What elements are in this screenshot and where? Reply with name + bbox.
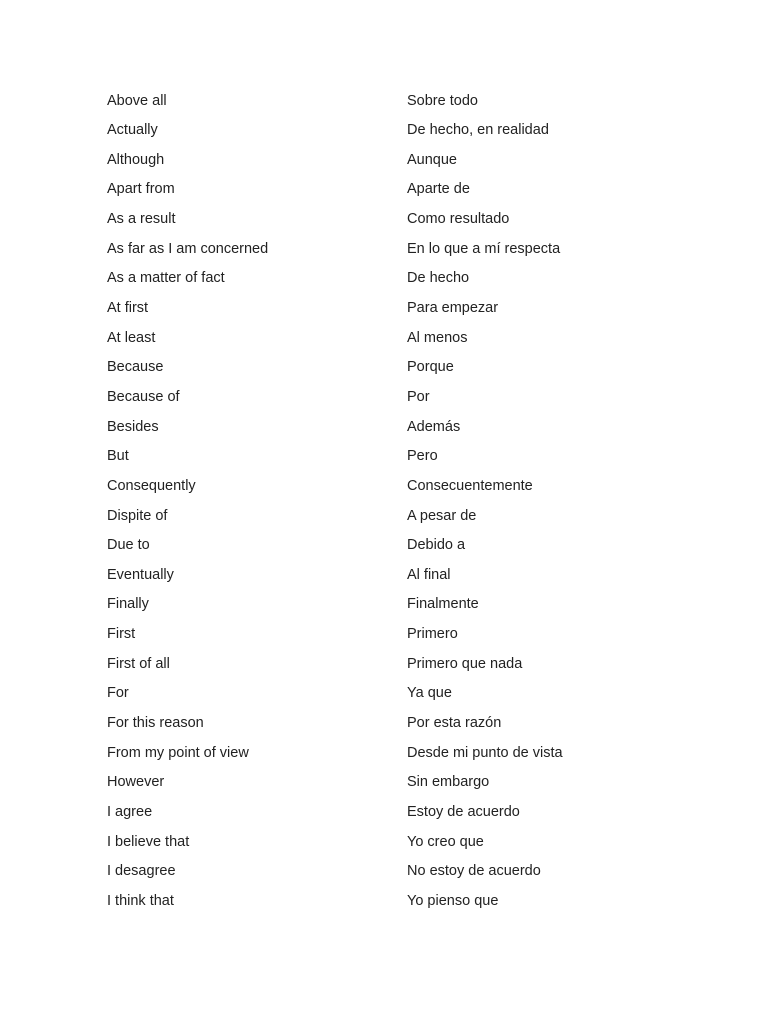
term-spanish: Primero xyxy=(407,626,458,643)
term-english: From my point of view xyxy=(107,744,249,761)
term-english: I agree xyxy=(107,803,153,820)
term-english: Because xyxy=(107,359,164,376)
glossary-row xyxy=(107,738,667,768)
term-spanish: Desde mi punto de vista xyxy=(407,744,563,761)
glossary-table xyxy=(107,86,667,916)
term-spanish: Finalmente xyxy=(407,596,479,613)
term-english: I believe that xyxy=(107,833,190,850)
glossary-row xyxy=(107,590,667,620)
glossary-row xyxy=(107,827,667,857)
term-english: Above all xyxy=(107,92,167,109)
term-english: Besides xyxy=(107,418,159,435)
glossary-row xyxy=(107,620,667,650)
glossary-row xyxy=(107,531,667,561)
term-spanish: Primero que nada xyxy=(407,655,523,672)
glossary-row xyxy=(107,86,667,116)
term-english: But xyxy=(107,448,129,465)
glossary-row xyxy=(107,293,667,323)
glossary-row xyxy=(107,442,667,472)
term-english: Finally xyxy=(107,596,149,613)
glossary-row xyxy=(107,501,667,531)
term-spanish: Al final xyxy=(407,566,451,583)
term-english: At least xyxy=(107,329,156,346)
term-spanish: Debido a xyxy=(407,537,466,554)
glossary-row xyxy=(107,264,667,294)
term-english: As far as I am concerned xyxy=(107,240,269,257)
term-spanish: Como resultado xyxy=(407,211,510,228)
term-english: For xyxy=(107,685,129,702)
term-spanish: De hecho xyxy=(407,270,470,287)
term-english: I desagree xyxy=(107,863,176,880)
glossary-row xyxy=(107,175,667,205)
glossary-row xyxy=(107,116,667,146)
term-spanish: Yo pienso que xyxy=(407,892,499,909)
term-spanish: Estoy de acuerdo xyxy=(407,803,520,820)
term-spanish: Consecuentemente xyxy=(407,477,533,494)
term-spanish: Ya que xyxy=(407,685,452,702)
term-english: Eventually xyxy=(107,566,174,583)
glossary-row xyxy=(107,382,667,412)
glossary-row xyxy=(107,205,667,235)
term-spanish: Aunque xyxy=(407,151,457,168)
term-spanish: Sin embargo xyxy=(407,774,490,791)
term-english: Because of xyxy=(107,388,180,405)
glossary-row xyxy=(107,708,667,738)
term-spanish: No estoy de acuerdo xyxy=(407,863,541,880)
term-spanish: Por xyxy=(407,388,430,405)
term-english: Apart from xyxy=(107,181,175,198)
term-english: I think that xyxy=(107,892,174,909)
glossary-row xyxy=(107,649,667,679)
glossary-row xyxy=(107,679,667,709)
glossary-row xyxy=(107,471,667,501)
term-english: Consequently xyxy=(107,477,196,494)
term-english: For this reason xyxy=(107,715,204,732)
glossary-row xyxy=(107,323,667,353)
glossary-row xyxy=(107,797,667,827)
term-spanish: Sobre todo xyxy=(407,92,478,109)
term-spanish: Al menos xyxy=(407,329,468,346)
glossary-row xyxy=(107,412,667,442)
term-spanish: Yo creo que xyxy=(407,833,484,850)
term-english: First xyxy=(107,626,136,643)
glossary-row xyxy=(107,145,667,175)
term-spanish: De hecho, en realidad xyxy=(407,122,549,139)
term-english: Actually xyxy=(107,122,158,139)
term-english: First of all xyxy=(107,655,170,672)
term-english: However xyxy=(107,774,165,791)
glossary-row xyxy=(107,768,667,798)
glossary-row xyxy=(107,886,667,916)
term-spanish: Para empezar xyxy=(407,300,499,317)
term-english: As a matter of fact xyxy=(107,270,225,287)
glossary-row xyxy=(107,560,667,590)
term-spanish: Porque xyxy=(407,359,454,376)
term-spanish: Aparte de xyxy=(407,181,470,198)
term-spanish: En lo que a mí respecta xyxy=(407,240,561,257)
glossary-row xyxy=(107,857,667,887)
term-spanish: Por esta razón xyxy=(407,715,502,732)
glossary-row xyxy=(107,234,667,264)
glossary-row xyxy=(107,353,667,383)
term-english: Although xyxy=(107,151,165,168)
term-english: At first xyxy=(107,300,149,317)
term-spanish: Además xyxy=(407,418,461,435)
term-english: Dispite of xyxy=(107,507,168,524)
term-spanish: Pero xyxy=(407,448,438,465)
term-english: As a result xyxy=(107,211,176,228)
term-spanish: A pesar de xyxy=(407,507,477,524)
term-english: Due to xyxy=(107,537,150,554)
